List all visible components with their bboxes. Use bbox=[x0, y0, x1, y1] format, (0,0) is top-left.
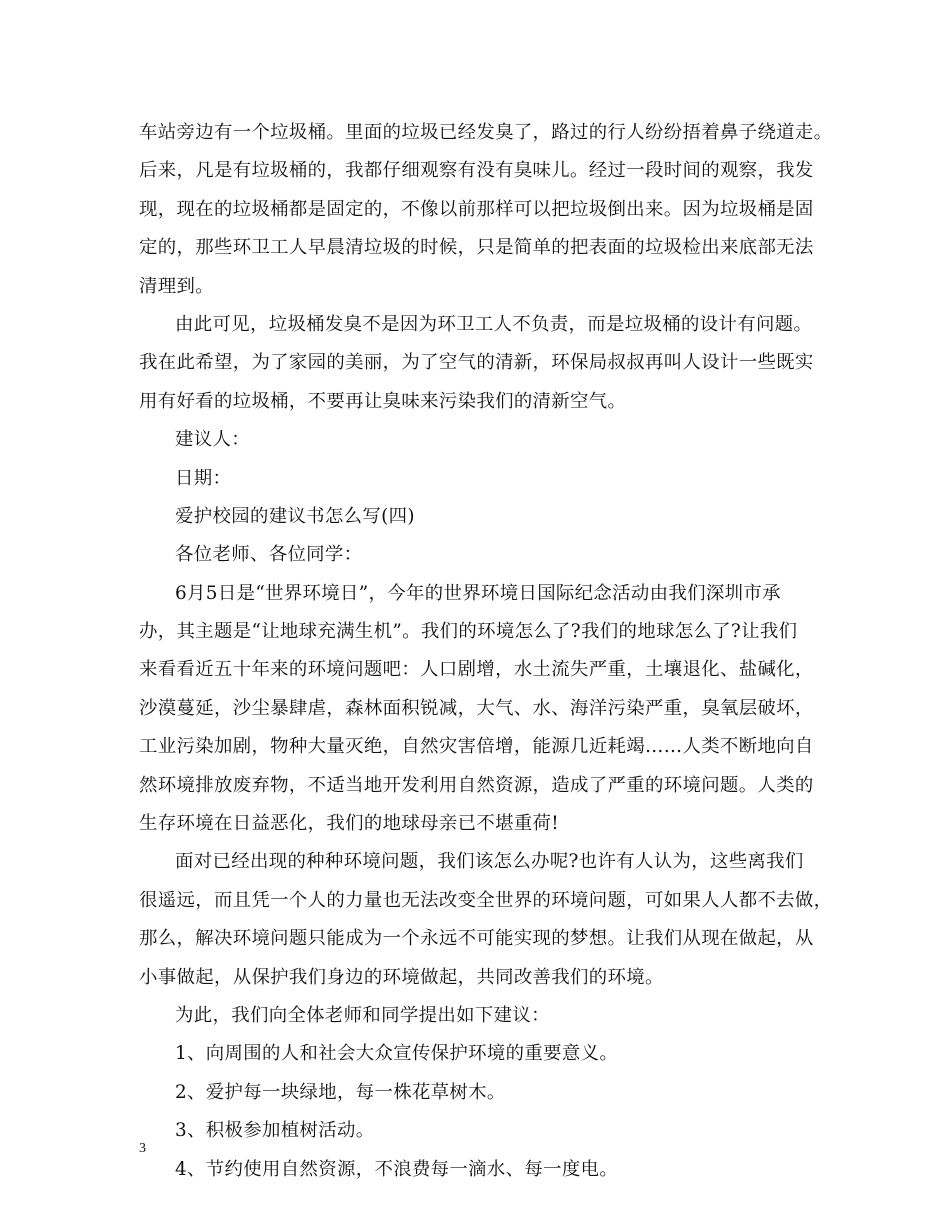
list-item: 3、积极参加植树活动。 bbox=[175, 1120, 375, 1142]
text-line: 办，其主题是“让地球充满生机”。我们的环境怎么了?我们的地球怎么了?让我们 bbox=[139, 621, 798, 643]
text-line: 生存环境在日益恶化，我们的地球母亲已不堪重荷! bbox=[139, 813, 560, 835]
salutation: 各位老师、各位同学： bbox=[175, 544, 363, 566]
text-line: 车站旁边有一个垃圾桶。里面的垃圾已经发臭了，路过的行人纷纷捂着鼻子绕道走。 bbox=[139, 122, 833, 143]
section-title: 爱护校园的建议书怎么写(四) bbox=[175, 505, 415, 527]
text-line: 然环境排放废弃物，不适当地开发利用自然资源，造成了严重的环境问题。人类的 bbox=[139, 774, 814, 796]
list-item: 4、节约使用自然资源，不浪费每一滴水、每一度电。 bbox=[175, 1158, 619, 1180]
text-line: 定的，那些环卫工人早晨清垃圾的时候，只是简单的把表面的垃圾检出来底部无法 bbox=[139, 237, 814, 259]
paragraph-start: 为此，我们向全体老师和同学提出如下建议： bbox=[175, 1004, 550, 1026]
text-line: 沙漠蔓延，沙尘暴肆虐，森林面积锐减，大气、水、海洋污染严重，臭氧层破坏， bbox=[139, 697, 814, 719]
page-number: 3 bbox=[139, 1141, 146, 1156]
list-item: 2、爱护每一块绿地，每一株花草树木。 bbox=[175, 1081, 506, 1103]
date-label: 日期： bbox=[175, 467, 232, 489]
body-text bbox=[139, 114, 839, 1189]
text-line: 清理到。 bbox=[139, 275, 214, 297]
text-line: 工业污染加剧，物种大量灭绝，自然灾害倍增，能源几近耗竭……人类不断地向自 bbox=[139, 736, 814, 758]
paragraph-start: 面对已经出现的种种环境问题，我们该怎么办呢?也许有人认为，这些离我们 bbox=[175, 851, 804, 873]
text-line: 我在此希望，为了家园的美丽，为了空气的清新，环保局叔叔再叫人设计一些既实 bbox=[139, 352, 814, 374]
paragraph-start: 6月5日是“世界环境日”，今年的世界环境日国际纪念活动由我们深圳市承 bbox=[175, 582, 781, 604]
text-line: 用有好看的垃圾桶，不要再让臭味来污染我们的清新空气。 bbox=[139, 390, 627, 412]
text-line: 后来，凡是有垃圾桶的，我都仔细观察有没有臭味儿。经过一段时间的观察，我发 bbox=[139, 160, 814, 182]
text-line: 那么，解决环境问题只能成为一个永远不可能实现的梦想。让我们从现在做起，从 bbox=[139, 928, 814, 950]
paragraph-start: 由此可见，垃圾桶发臭不是因为环卫工人不负责，而是垃圾桶的设计有问题。 bbox=[175, 313, 813, 335]
text-line: 小事做起，从保护我们身边的环境做起，共同改善我们的环境。 bbox=[139, 966, 664, 988]
list-item: 1、向周围的人和社会大众宣传保护环境的重要意义。 bbox=[175, 1043, 619, 1065]
text-line: 来看看近五十年来的环境问题吧：人口剧增，水土流失严重，土壤退化、盐碱化， bbox=[139, 659, 814, 681]
proposer-label: 建议人： bbox=[175, 429, 250, 451]
text-line: 现，现在的垃圾桶都是固定的，不像以前那样可以把垃圾倒出来。因为垃圾桶是固 bbox=[139, 198, 814, 220]
text-line: 很遥远，而且凭一个人的力量也无法改变全世界的环境问题，可如果人人都不去做， bbox=[139, 889, 833, 911]
